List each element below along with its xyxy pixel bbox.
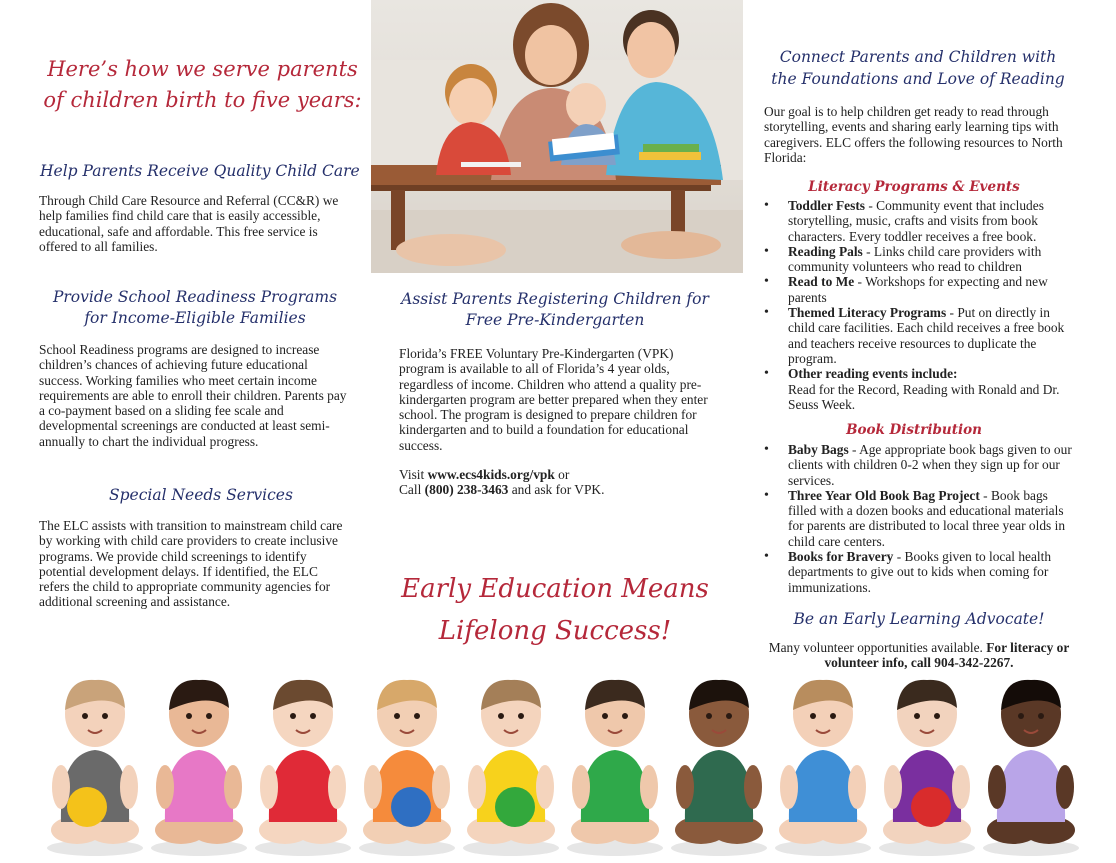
reading-heading	[760, 46, 1076, 90]
vpk-contact	[399, 467, 719, 498]
baby-figure	[879, 680, 975, 856]
call-suffix: and ask for VPK.	[508, 482, 605, 498]
book-item-three-year-old: • Three Year Old Book Bag Project - Book bags filled with a dozen books and educational materials for parents are distributed to local three year olds in child care centers.	[762, 488, 1072, 549]
literacy-item-other-events: • Other reading events include: Read for the Record, Reading with Ronald and Dr. Seuss Week.	[762, 366, 1072, 412]
vpk-body: Florida’s FREE Voluntary Pre-Kindergarten (VPK) program is available to all of Florida’s 4 year olds, regardless of income. Children who attend a quality pre-kindergarten program are better prepared when they enter school. The program is designed to prepare children for kindergarten and to build a foundation for educational success.	[399, 346, 708, 453]
child-care-heading: Help Parents Receive Quality Child Care	[40, 162, 360, 180]
vpk-heading-line2: Free Pre-Kindergarten	[465, 311, 645, 329]
visit-suffix: or	[554, 467, 570, 482]
slogan-line1: Early Education Means	[401, 574, 709, 604]
school-readiness-body: School Readiness programs are designed to increase children’s chances of achieving future educational success. Working families who meet certain income requirements are able to enroll their children. Parents pay a co-payment based on a sliding fee scale and developmental screenings are conducted at least semi-annually to chart the individual progress.	[39, 342, 347, 449]
literacy-heading: Literacy Programs & Events	[808, 179, 1020, 195]
special-needs-body: The ELC assists with transition to mainstream child care by working with child care providers to create inclusive programs. We provide child screenings to identify potential development delays. If identified, the ELC refers the child to appropriate community agencies for additional screening and assistance.	[39, 518, 343, 610]
baby-figure	[567, 680, 663, 856]
family-reading-illustration	[371, 0, 743, 273]
school-readiness-heading-line1: Provide School Readiness Programs	[52, 288, 338, 306]
advocate-contact: For literacy or volunteer info, call 904-342-2267.	[824, 640, 1070, 671]
book-item-books-for-bravery: • Books for Bravery - Books given to local health departments to give out to kids when coming for immunizations.	[762, 549, 1072, 595]
slogan-line2: Lifelong Success!	[438, 616, 672, 646]
vpk-heading	[385, 289, 725, 331]
call-line	[399, 482, 719, 497]
call-prefix: Call	[399, 482, 425, 498]
babies-row-photo	[40, 662, 1100, 858]
visit-line	[399, 467, 719, 482]
literacy-item-read-to-me: • Read to Me - Workshops for expecting and new parents	[762, 274, 1072, 305]
family-reading-photo	[371, 0, 743, 273]
slogan	[380, 568, 730, 652]
baby-figure	[983, 680, 1079, 856]
main-heading-line2: of children birth to five years:	[43, 88, 362, 112]
book-distribution-list	[762, 442, 1072, 595]
vpk-heading-line1: Assist Parents Registering Children for	[401, 290, 709, 308]
baby-figure	[151, 680, 247, 856]
advocate-plain: Many volunteer opportunities available.	[768, 640, 987, 655]
school-readiness-heading-line2: for Income-Eligible Families	[84, 309, 306, 327]
visit-prefix: Visit	[399, 467, 428, 482]
baby-figure	[775, 680, 871, 856]
reading-heading-line1: Connect Parents and Children with	[779, 48, 1057, 66]
book-item-baby-bags: • Baby Bags - Age appropriate book bags given to our clients with children 0-2 when they sign up for our services.	[762, 442, 1072, 488]
babies-illustration	[40, 662, 1100, 858]
baby-figure	[463, 680, 559, 856]
baby-figure	[255, 680, 351, 856]
school-readiness-heading	[40, 287, 350, 329]
literacy-list	[762, 198, 1072, 412]
special-needs-heading: Special Needs Services	[109, 486, 293, 504]
main-heading-line1: Here’s how we serve parents	[47, 57, 358, 81]
baby-figure	[47, 680, 143, 856]
reading-heading-line2: the Foundations and Love of Reading	[771, 70, 1065, 88]
vpk-phone-number: (800) 238-3463	[424, 482, 509, 498]
literacy-item-reading-pals: • Reading Pals - Links child care providers with community volunteers who read to children	[762, 244, 1072, 275]
baby-figure	[671, 680, 767, 856]
baby-figure	[359, 680, 455, 856]
literacy-item-toddler-fests: • Toddler Fests - Community event that includes storytelling, music, crafts and visits from book characters. Every toddler receives a free book.	[762, 198, 1072, 244]
main-heading	[30, 54, 375, 116]
book-distribution-heading: Book Distribution	[846, 422, 982, 438]
literacy-item-themed-programs: • Themed Literacy Programs - Put on directly in child care facilities. Each child receives a free book and teachers receive resources to duplicate the program.	[762, 305, 1072, 366]
reading-intro: Our goal is to help children get ready to read through storytelling, events and sharing early learning tips with caregivers. ELC offers the following resources to North Florida:	[764, 104, 1063, 165]
vpk-url-link[interactable]: www.ecs4kids.org/vpk	[427, 467, 555, 482]
child-care-body: Through Child Care Resource and Referral (CC&R) we help families find child care that is easily accessible, educational, safe and affordable. This free service is offered to all families.	[39, 193, 339, 254]
advocate-heading: Be an Early Learning Advocate!	[793, 610, 1045, 628]
